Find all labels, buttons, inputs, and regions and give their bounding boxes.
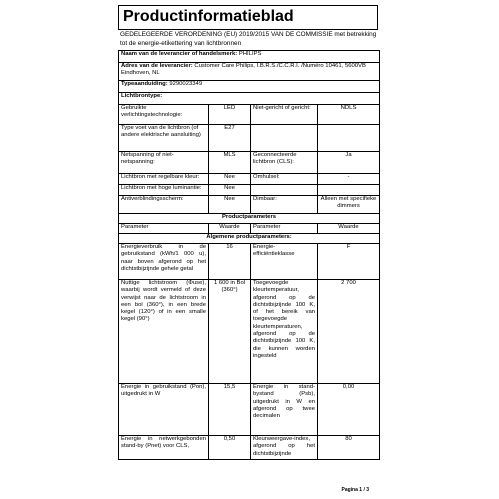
type-label: Type voet van de lichtbron (of andere elektrische aansluiting): [119, 125, 209, 152]
type-label: Niet-gericht of gericht:: [251, 105, 318, 125]
column-header-row: [119, 224, 380, 234]
column-header: Waarde: [318, 224, 380, 234]
param-value: F: [318, 244, 380, 280]
table-row: [119, 196, 380, 214]
table-row: [119, 174, 380, 185]
param-value: 0,00: [318, 384, 380, 436]
param-label: Kleurweergave-index, afgerond op het dichtstbijzijnde: [251, 436, 318, 460]
param-label: Energie in stand-bystand (Psb), uitgedrukt in W en afgerond op twee decimalen: [251, 384, 318, 436]
table-row: [119, 105, 380, 125]
document-title: Productinformatieblad: [123, 8, 294, 25]
type-label: Netspanning of niet-netspanning:: [119, 152, 209, 174]
table-row: [119, 63, 380, 81]
column-header: Parameter: [119, 224, 209, 234]
type-value: E27: [209, 125, 251, 152]
param-value: 2 700: [318, 280, 380, 384]
type-value: Alleen met specifieke dimmers: [318, 196, 380, 214]
param-label: Nuttige lichtstroom (Φuse), waarbij wordt vermeld of deze verwijst naar de lichtstroom in een bol (360°), in een brede kegel (120°) of in een smalle kegel (90°): [119, 280, 209, 384]
type-label: Omhulsel:: [251, 174, 318, 185]
supplier-name-label: Naam van de leverancier of handelsmerk:: [121, 51, 238, 57]
type-value: Nee: [209, 174, 251, 185]
type-value: MLS: [209, 152, 251, 174]
table-row: [119, 214, 380, 224]
table-row: [119, 152, 380, 174]
supplier-address-cell: [119, 63, 380, 81]
type-value: NDLS: [318, 105, 380, 125]
type-value: Ja: [318, 152, 380, 174]
supplier-name-value: PHILIPS: [238, 51, 262, 57]
param-value: 1 600 in Bol (360°): [209, 280, 251, 384]
table-row: [119, 125, 380, 152]
type-value: [318, 185, 380, 196]
supplier-name-cell: [119, 51, 380, 63]
param-value: 0,50: [209, 436, 251, 460]
lichtbrontype-header: Lichtbrontype:: [119, 93, 380, 105]
model-id-label: Typeaanduiding:: [121, 81, 168, 87]
type-label: Lichtbron met hoge luminantie:: [119, 185, 209, 196]
param-label: Energie-efficiëntieklasse: [251, 244, 318, 280]
param-label: Toegevoegde kleurtemperatuur, afgerond op de dichtstbijzijnde 100 K, of het bereik van toegevoegde kleurtemperaturen, afgerond op de dichtstbijzijnde 100 K, die kunnen worden ingesteld: [251, 280, 318, 384]
param-label: Energie in netwerkgebonden stand-by (Pnet) voor CLS,: [119, 436, 209, 460]
type-value: LED: [209, 105, 251, 125]
param-value: 16: [209, 244, 251, 280]
supplier-address-label: Adres van de leverancier:: [121, 63, 193, 69]
regulation-intro: GEDELEGEERDE VERORDENING (EU) 2019/2015 VAN DE COMMISSIE met betrekking tot de energie-etikettering van lichtbronnen: [120, 31, 377, 47]
type-label: [251, 185, 318, 196]
document-title-box: [118, 5, 378, 30]
param-value: 15,5: [209, 384, 251, 436]
type-label: Antiverblindingsscherm:: [119, 196, 209, 214]
type-label: Lichtbron met regelbare kleur:: [119, 174, 209, 185]
table-row: [119, 234, 380, 244]
type-value: -: [318, 174, 380, 185]
product-info-table: [118, 50, 380, 460]
param-label: Energie in gebruikstand (Pon), uitgedrukt in W: [119, 384, 209, 436]
model-id-value: 9290023349: [169, 81, 203, 87]
type-label: Geconnecteerde lichtbron (CLS):: [251, 152, 318, 174]
table-row: [119, 93, 380, 105]
table-row: [119, 384, 380, 436]
type-value: Nee: [209, 185, 251, 196]
model-id-cell: [119, 81, 380, 93]
type-label: Gebruikte verlichtingstechnologie:: [119, 105, 209, 125]
param-value: 80: [318, 436, 380, 460]
table-row: [119, 244, 380, 280]
general-params-header: Algemene productparameters:: [119, 234, 380, 244]
param-label: Energieverbruik in de gebruikstand (kWh/1 000 u), naar boven afgerond op het dichtstbijzijnde gehele getal: [119, 244, 209, 280]
type-label: [251, 125, 318, 152]
table-row: [119, 185, 380, 196]
table-row: [119, 81, 380, 93]
column-header: Parameter: [251, 224, 318, 234]
table-row: [119, 436, 380, 460]
type-value: [318, 125, 380, 152]
table-row: [119, 280, 380, 384]
supplier-address-value: Customer Care Philips, I.B.R.S./C.C.R.I. /Numéro 10461, 5600VB Eindhoven, NL: [121, 63, 366, 77]
productparameters-header: Productparameters: [119, 214, 380, 224]
type-value: Nee: [209, 196, 251, 214]
type-label: Dimbaar:: [251, 196, 318, 214]
page-number: Pagina 1 / 3: [341, 487, 369, 493]
table-row: [119, 51, 380, 63]
column-header: Waarde: [209, 224, 251, 234]
